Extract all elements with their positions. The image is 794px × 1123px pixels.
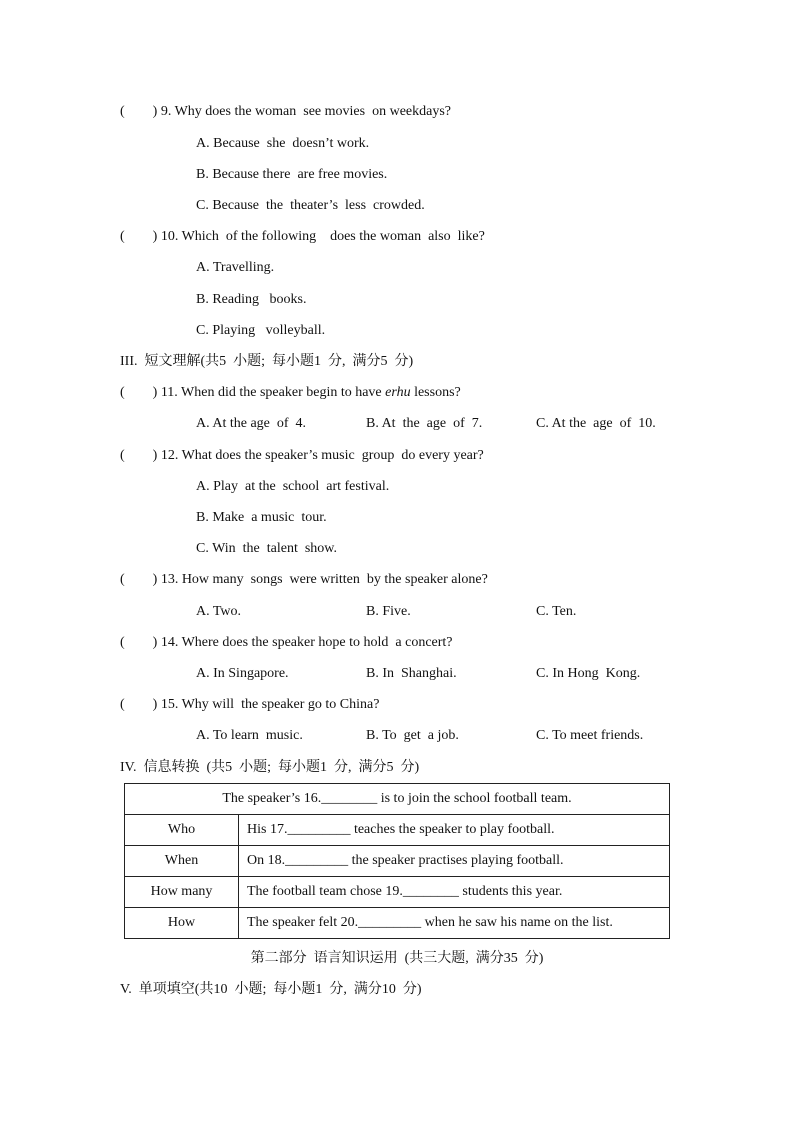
part-2-title: 第二部分 语言知识运用 (共三大题, 满分35 分) — [250, 951, 544, 966]
question-10-option-b: B. Reading books. — [196, 292, 307, 307]
question-14-option-c: C. In Hong Kong. — [536, 666, 641, 681]
question-11-option-b: B. At the age of 7. — [366, 416, 483, 431]
question-13-option-c: C. Ten. — [536, 604, 577, 619]
question-13-option-a: A. Two. — [196, 604, 242, 619]
question-9-option-c: C. Because the theater’s less crowded. — [196, 198, 425, 213]
question-15-option-a: A. To learn music. — [196, 728, 303, 743]
question-14-stem: ( ) 14. Where does the speaker hope to hold a concert? — [120, 635, 453, 650]
info-transfer-table — [124, 783, 670, 939]
row-text-when: On 18._________ the speaker practises playing football. — [239, 846, 670, 877]
section-5-title: V. 单项填空(共10 小题; 每小题1 分, 满分10 分) — [120, 982, 422, 997]
table-header-cell: The speaker’s 16.________ is to join the school football team. — [125, 784, 670, 815]
question-11-stem-italic: erhu — [385, 385, 411, 400]
question-13-stem: ( ) 13. How many songs were written by the speaker alone? — [120, 572, 488, 587]
question-11-stem-prefix: ( ) 11. When did the speaker begin to have — [120, 385, 386, 400]
question-12-stem: ( ) 12. What does the speaker’s music group do every year? — [120, 448, 484, 463]
question-15-stem: ( ) 15. Why will the speaker go to China? — [120, 697, 380, 712]
question-12-option-c: C. Win the talent show. — [196, 541, 337, 556]
question-14-option-b: B. In Shanghai. — [366, 666, 457, 681]
row-text-how: The speaker felt 20._________ when he saw his name on the list. — [239, 908, 670, 939]
question-10-option-c: C. Playing volleyball. — [196, 323, 326, 338]
table-row — [125, 908, 670, 939]
question-12-option-a: A. Play at the school art festival. — [196, 479, 390, 494]
question-13-option-b: B. Five. — [366, 604, 411, 619]
table-row — [125, 846, 670, 877]
question-10-option-a: A. Travelling. — [196, 260, 275, 275]
question-9-option-a: A. Because she doesn’t work. — [196, 136, 370, 151]
question-11-stem — [120, 384, 461, 402]
section-4-title: IV. 信息转换 (共5 小题; 每小题1 分, 满分5 分) — [120, 760, 420, 775]
question-11-option-c: C. At the age of 10. — [536, 416, 656, 431]
row-label-who: Who — [125, 815, 239, 846]
question-11-stem-suffix: lessons? — [410, 385, 461, 400]
table-row — [125, 877, 670, 908]
row-label-how-many: How many — [125, 877, 239, 908]
question-9-option-b: B. Because there are free movies. — [196, 167, 388, 182]
row-label-when: When — [125, 846, 239, 877]
row-text-how-many: The football team chose 19.________ students this year. — [239, 877, 670, 908]
question-14-option-a: A. In Singapore. — [196, 666, 289, 681]
question-15-option-c: C. To meet friends. — [536, 728, 644, 743]
row-text-who: His 17._________ teaches the speaker to play football. — [239, 815, 670, 846]
row-label-how: How — [125, 908, 239, 939]
section-3-title: III. 短文理解(共5 小题; 每小题1 分, 满分5 分) — [120, 354, 414, 369]
question-11-option-a: A. At the age of 4. — [196, 416, 307, 431]
table-row — [125, 784, 670, 815]
question-15-option-b: B. To get a job. — [366, 728, 459, 743]
question-9-stem: ( ) 9. Why does the woman see movies on weekdays? — [120, 104, 451, 119]
question-10-stem: ( ) 10. Which of the following does the woman also like? — [120, 229, 485, 244]
table-row — [125, 815, 670, 846]
question-12-option-b: B. Make a music tour. — [196, 510, 327, 525]
